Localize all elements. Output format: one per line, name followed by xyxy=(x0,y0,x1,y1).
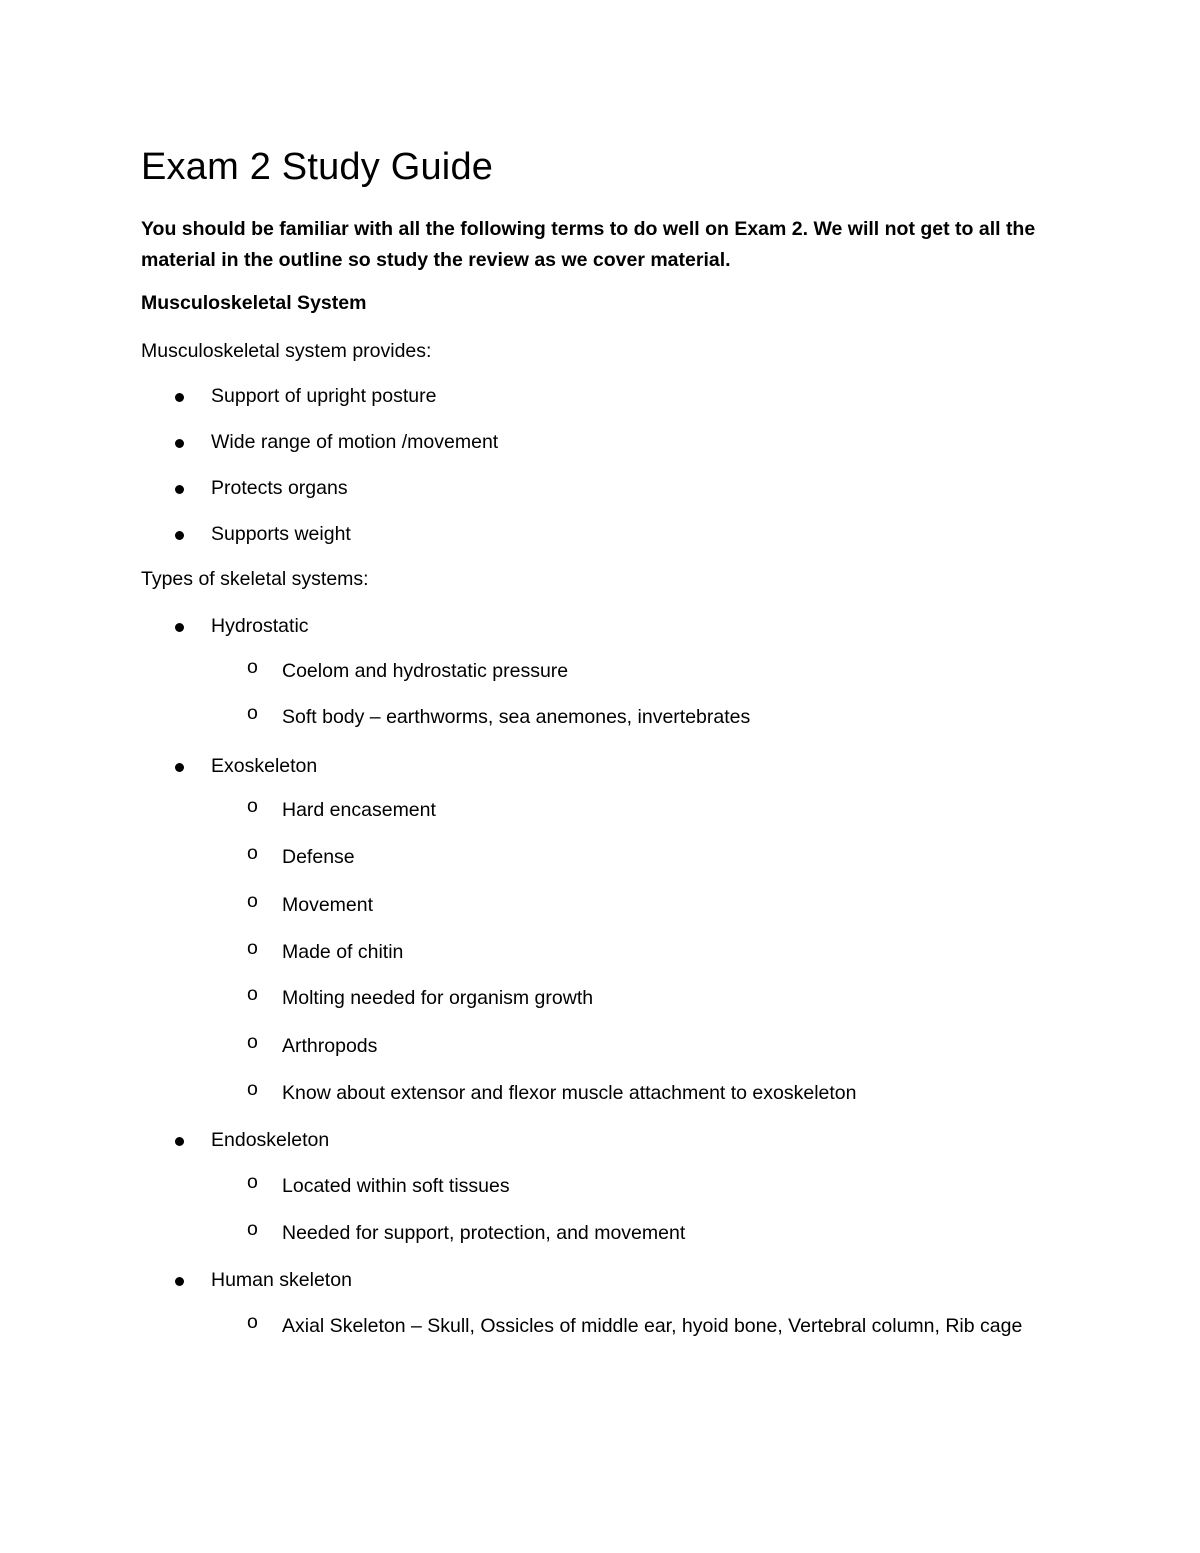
sub-list-item-text: Coelom and hydrostatic pressure xyxy=(282,660,569,682)
sub-list-item-text: Made of chitin xyxy=(282,941,404,963)
provides-intro: Musculoskeletal system provides: xyxy=(141,340,432,362)
list-item-text: Exoskeleton xyxy=(211,755,318,777)
sub-list-item-text: Know about extensor and flexor muscle attachment to exoskeleton xyxy=(282,1082,857,1104)
circle-bullet-icon: o xyxy=(247,1171,258,1193)
bullet-icon xyxy=(175,485,184,494)
sub-list-item-text: Arthropods xyxy=(282,1035,378,1057)
bullet-icon xyxy=(175,439,184,448)
list-item-text: Endoskeleton xyxy=(211,1129,330,1151)
circle-bullet-icon: o xyxy=(247,983,258,1005)
bullet-icon xyxy=(175,1277,184,1286)
list-item-text: Hydrostatic xyxy=(211,615,309,637)
circle-bullet-icon: o xyxy=(247,1078,258,1100)
bullet-icon xyxy=(175,1137,184,1146)
bullet-icon xyxy=(175,531,184,540)
circle-bullet-icon: o xyxy=(247,1031,258,1053)
list-item-text: Wide range of motion /movement xyxy=(211,431,499,453)
circle-bullet-icon: o xyxy=(247,1311,258,1333)
circle-bullet-icon: o xyxy=(247,1218,258,1240)
list-item-text: Protects organs xyxy=(211,477,348,499)
list-item-text: Support of upright posture xyxy=(211,385,437,407)
sub-list-item-text: Needed for support, protection, and movement xyxy=(282,1222,686,1244)
bullet-icon xyxy=(175,623,184,632)
sub-list-item-text: Defense xyxy=(282,846,355,868)
section-heading: Musculoskeletal System xyxy=(141,292,367,314)
circle-bullet-icon: o xyxy=(247,702,258,724)
sub-list-item-text: Movement xyxy=(282,894,374,916)
circle-bullet-icon: o xyxy=(247,890,258,912)
circle-bullet-icon: o xyxy=(247,795,258,817)
sub-list-item-text: Soft body – earthworms, sea anemones, invertebrates xyxy=(282,706,751,728)
bullet-icon xyxy=(175,393,184,402)
sub-list-item-text: Hard encasement xyxy=(282,799,436,821)
list-item-text: Supports weight xyxy=(211,523,351,545)
circle-bullet-icon: o xyxy=(247,937,258,959)
list-item-text: Human skeleton xyxy=(211,1269,352,1291)
document-title: Exam 2 Study Guide xyxy=(141,146,494,188)
circle-bullet-icon: o xyxy=(247,656,258,678)
sub-list-item-text: Located within soft tissues xyxy=(282,1175,510,1197)
sub-list-item-text: Axial Skeleton – Skull, Ossicles of middle ear, hyoid bone, Vertebral column, Rib cage xyxy=(282,1315,1023,1337)
circle-bullet-icon: o xyxy=(247,842,258,864)
intro-paragraph: You should be familiar with all the following terms to do well on Exam 2. We will not get to all the material in the outline so study the review as we cover material. xyxy=(141,218,1036,271)
types-intro: Types of skeletal systems: xyxy=(141,568,369,590)
bullet-icon xyxy=(175,763,184,772)
sub-list-item-text: Molting needed for organism growth xyxy=(282,987,594,1009)
